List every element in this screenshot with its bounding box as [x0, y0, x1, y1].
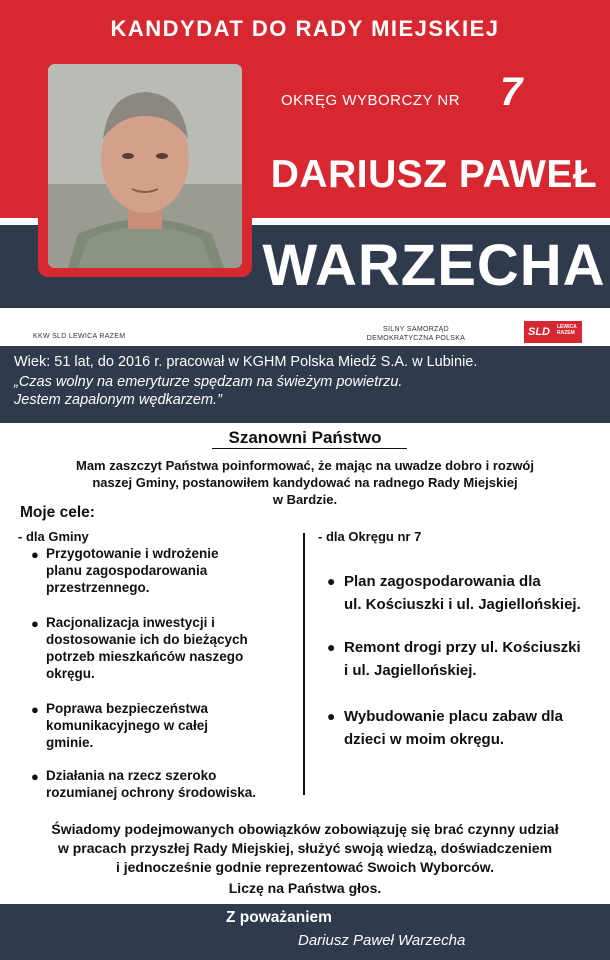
slogan-line-2: DEMOKRATYCZNA POLSKA — [366, 335, 466, 342]
list-item: ● Remont drogi przy ul. Kościuszki i ul. Jagiellońskiej. — [344, 636, 581, 682]
sld-logo-subtext — [557, 324, 577, 336]
signature-text: Dariusz Paweł Warzecha — [298, 932, 466, 949]
bullet-icon: ● — [327, 708, 336, 724]
regards-text: Z poważaniem — [226, 909, 332, 926]
vote-appeal: Liczę na Państwa głos. — [228, 880, 382, 896]
closing-line-2: w pracach przyszłej Rady Miejskiej, służyć swoją wiedzą, doświadczeniem — [57, 840, 553, 856]
column-divider — [303, 533, 305, 795]
closing-line-1: Świadomy podejmowanych obowiązków zobowiązuję się brać czynny udział — [51, 821, 559, 837]
poster-title: KANDYDAT DO RADY MIEJSKIEJ — [110, 16, 500, 41]
district-goals-heading: - dla Okręgu nr 7 — [318, 529, 422, 544]
list-item: ● Przygotowanie i wdrożenie planu zagospodarowania przestrzennego. — [31, 546, 219, 595]
slogan-line-1: SILNY SAMORZĄD — [383, 326, 449, 333]
greeting-underline — [212, 448, 407, 449]
goals-title: Moje cele: — [20, 504, 95, 521]
bullet-icon: ● — [327, 639, 336, 655]
intro-paragraph — [20, 457, 590, 508]
sld-sub-line-2: RAZEM — [557, 330, 575, 336]
bullet-icon: ● — [31, 702, 39, 717]
list-item: ● Plan zagospodarowania dla ul. Kościuszki i ul. Jagiellońskiej. — [344, 570, 581, 616]
candidate-surname: WARZECHA — [262, 233, 606, 298]
candidate-first-names: DARIUSZ PAWEŁ — [270, 153, 598, 196]
municipality-goals-heading: - dla Gminy — [18, 529, 89, 544]
intro-line-1: Mam zaszczyt Państwa poinformować, że mając na uwadze dobro i rozwój — [76, 458, 534, 473]
list-item: ● Wybudowanie placu zabaw dla dzieci w moim okręgu. — [344, 705, 563, 751]
hobby-quote — [14, 373, 604, 409]
bullet-icon: ● — [327, 573, 336, 589]
quote-line-1: „Czas wolny na emeryturze spędzam na świeżym powietrzu. — [14, 374, 403, 390]
slogan-logo — [336, 325, 496, 343]
bullet-icon: ● — [31, 616, 39, 631]
sld-sub-line-1: LEWICA — [557, 324, 577, 330]
candidate-portrait-icon — [48, 64, 242, 268]
bullet-icon: ● — [31, 547, 39, 562]
sld-logo-text: SLD — [528, 326, 550, 338]
list-item: ● Poprawa bezpieczeństwa komunikacyjnego w całej gminie. — [31, 701, 209, 750]
bullet-icon: ● — [31, 769, 39, 784]
closing-paragraph — [10, 820, 600, 877]
district-label: OKRĘG WYBORCZY NR — [281, 92, 461, 109]
district-number: 7 — [500, 70, 523, 114]
list-item: ● Działania na rzecz szeroko rozumianej ochrony środowiska. — [31, 768, 257, 800]
bio-line: Wiek: 51 lat, do 2016 r. pracował w KGHM Polska Miedź S.A. w Lubinie. — [14, 354, 478, 370]
quote-line-2: Jestem zapalonym wędkarzem.” — [14, 392, 222, 408]
candidate-photo — [48, 64, 242, 268]
intro-line-2: naszej Gminy, postanowiłem kandydować na radnego Rady Miejskiej — [92, 475, 518, 490]
greeting-heading: Szanowni Państwo — [228, 428, 382, 447]
committee-logo-text: KKW SLD LEWICA RAZEM — [33, 333, 126, 340]
list-item: ● Racjonalizacja inwestycji i dostosowanie ich do bieżących potrzeb mieszkańców naszego okręgu. — [31, 615, 248, 681]
intro-line-3: w Bardzie. — [272, 492, 338, 507]
closing-line-3: i jednocześnie godnie reprezentować Swoich Wyborców. — [115, 859, 495, 875]
